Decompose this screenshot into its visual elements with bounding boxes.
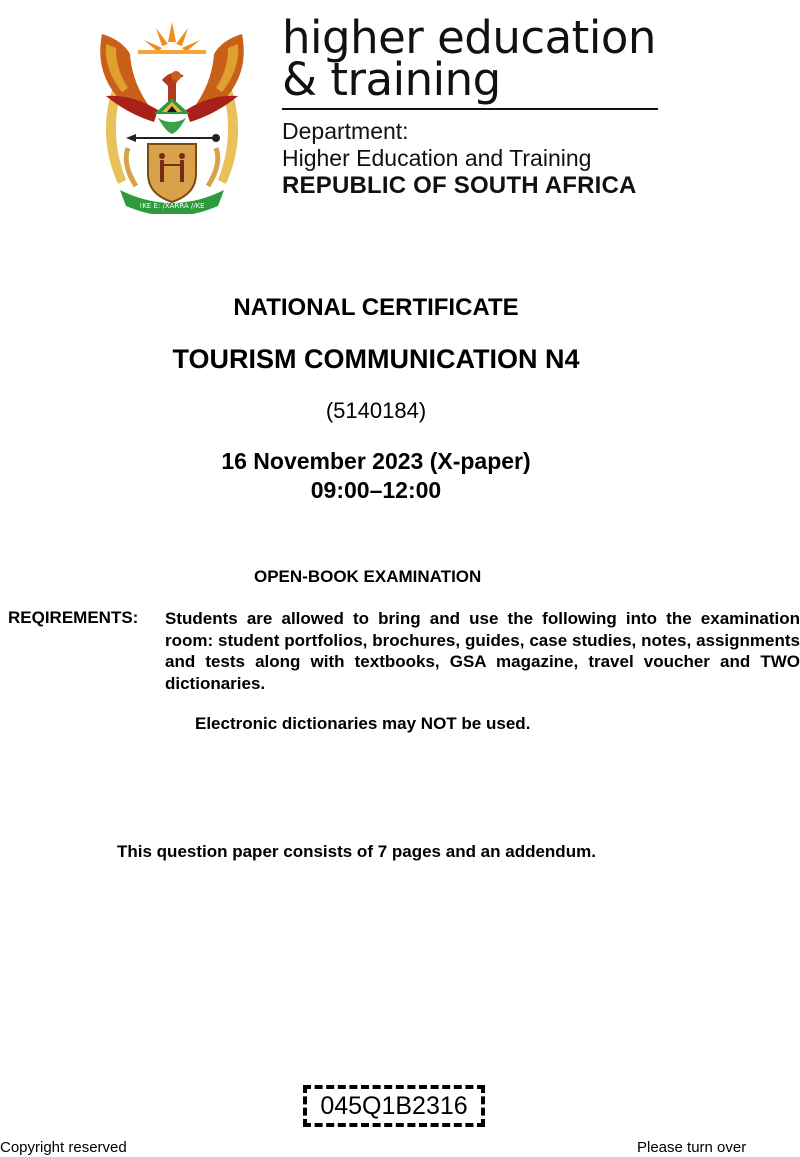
subject-code: (5140184) [325,398,427,423]
south-africa-coat-of-arms-icon [92,14,252,214]
page-count-note: This question paper consists of 7 pages and an addendum. [117,842,596,861]
exam-type: OPEN-BOOK EXAMINATION [254,567,482,586]
paper-code: 045Q1B2316 [320,1091,468,1120]
certificate-title: NATIONAL CERTIFICATE [233,294,519,321]
exam-time: 09:00–12:00 [310,477,442,503]
subject-title: TOURISM COMMUNICATION N4 [172,344,580,374]
exam-date: 16 November 2023 (X-paper) [221,448,531,474]
requirements-label: REQIREMENTS: [8,608,139,627]
footer-turn-over: Please turn over [637,1139,747,1156]
country-name: REPUBLIC OF SOUTH AFRICA [282,172,637,199]
department-label: Department: [282,118,409,144]
department-name: Higher Education and Training [282,145,592,171]
requirements-text: Students are allowed to bring and use the following into the examination room: student portfolios, brochures, guides, case studies, notes, assignments and tests along with textbooks, GSA magazine, travel voucher and TWO dictionaries. [165,609,800,693]
footer-copyright: Copyright reserved [0,1139,127,1156]
svg-text:!KE E: /XARRA //KE: !KE E: /XARRA //KE [139,202,205,210]
paper-code-box [303,1085,485,1127]
brand-line-2: & training [282,53,501,106]
electronic-dictionary-note: Electronic dictionaries may NOT be used. [195,714,531,733]
brand-divider [282,108,658,110]
brand-line-1: higher education [282,11,656,64]
